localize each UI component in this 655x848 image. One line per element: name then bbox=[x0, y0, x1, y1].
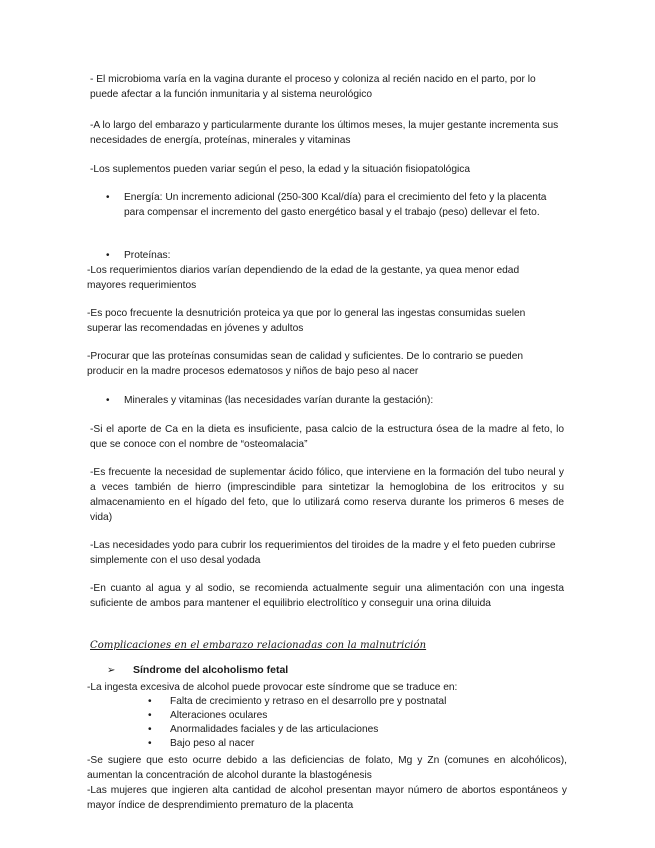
symptom-list bbox=[148, 695, 548, 751]
bullet-icon: • bbox=[148, 710, 152, 721]
subheading-text: Síndrome del alcoholismo fetal bbox=[133, 664, 289, 676]
paragraph-alcohol-intro: -La ingesta excesiva de alcohol puede provocar este síndrome que se traduce en: bbox=[87, 682, 458, 693]
paragraph-deficiencias: -Se sugiere que esto ocurre debido a las deficiencias de folato, Mg y Zn (comunes en alcohólicos), aumentan la concentración de alcohol durante la blastogénesis bbox=[87, 755, 567, 781]
paragraph-agua-sodio: -En cuanto al agua y al sodio, se recomienda actualmente seguir una alimentación con una ingesta suficiente de ambos para mantener el equilibrio electrolítico y conseguir una orina diluida bbox=[90, 583, 564, 609]
bullet-energia bbox=[106, 190, 556, 235]
list-item-text: Falta de crecimiento y retraso en el desarrollo pre y postnatal bbox=[170, 696, 447, 707]
list-item bbox=[148, 723, 548, 737]
bullet-icon: • bbox=[148, 696, 152, 707]
bullet-proteinas bbox=[106, 248, 556, 263]
section-heading: Complicaciones en el embarazo relacionadas con la malnutrición bbox=[90, 640, 427, 651]
paragraph-abortos: -Las mujeres que ingieren alta cantidad de alcohol presentan mayor número de abortos espontáneos y mayor índice de desprendimiento prematuro de la placenta bbox=[87, 785, 567, 811]
paragraph-yodo: -Las necesidades yodo para cubrir los requerimientos del tiroides de la madre y el feto pueden cubrirse simplemente con el uso desal yodada bbox=[90, 540, 556, 566]
list-item bbox=[148, 709, 548, 723]
bullet-energia-text: Energía: Un incremento adicional (250-300 Kcal/día) para el crecimiento del feto y la placenta para compensar el incremento del gasto energético basal y el trabajo (peso) dellevar el feto. bbox=[124, 192, 547, 218]
paragraph-calcio: -Si el aporte de Ca en la dieta es insuficiente, pasa calcio de la estructura ósea de la madre al feto, lo que se conoce con el nombre de “osteomalacia” bbox=[90, 424, 564, 450]
paragraph-suplementos: -Los suplementos pueden variar según el peso, la edad y la situación fisiopatológica bbox=[90, 164, 471, 175]
paragraph-desnutricion: -Es poco frecuente la desnutrición proteica ya que por lo general las ingestas consumidas suelen superar las recomendadas en jóvenes y adultos bbox=[87, 308, 526, 334]
list-item bbox=[148, 737, 548, 751]
list-item-text: Bajo peso al nacer bbox=[170, 738, 255, 749]
paragraph-microbioma: - El microbioma varía en la vagina durante el proceso y coloniza al recién nacido en el parto, por lo puede afectar a la función inmunitaria y al sistema neurológico bbox=[90, 74, 536, 100]
list-item-text: Alteraciones oculares bbox=[170, 710, 268, 721]
bullet-icon: • bbox=[148, 738, 152, 749]
paragraph-embarazo-necesidades: -A lo largo del embarazo y particularmente durante los últimos meses, la mujer gestante incrementa sus necesidades de energía, proteínas, minerales y vitaminas bbox=[90, 120, 559, 146]
bullet-icon: • bbox=[106, 192, 110, 203]
bullet-proteinas-text: Proteínas: bbox=[124, 250, 171, 261]
bullet-minerales-text: Minerales y vitaminas (las necesidades varían durante la gestación): bbox=[124, 395, 434, 406]
bullet-icon: • bbox=[148, 724, 152, 735]
bullet-minerales bbox=[106, 393, 556, 408]
list-item-text: Anormalidades faciales y de las articulaciones bbox=[170, 724, 379, 735]
paragraph-calidad-proteinas: -Procurar que las proteínas consumidas sean de calidad y suficientes. De lo contrario se pueden producir en la madre procesos edematosos y niños de bajo peso al nacer bbox=[87, 351, 524, 377]
list-item bbox=[148, 695, 548, 709]
bullet-icon: • bbox=[106, 250, 110, 261]
arrow-bullet-icon: ➢ bbox=[107, 665, 116, 676]
bullet-icon: • bbox=[106, 395, 110, 406]
paragraph-acido-folico: -Es frecuente la necesidad de suplementar ácido fólico, que interviene en la formación del tubo neural y a veces también de hierro (imprescindible para sintetizar la hemoglobina de los eritrocitos y su almacenamiento en el hígado del feto, que lo utilizará como reserva durante los primeros 6 meses de vida) bbox=[90, 467, 564, 523]
paragraph-requerimientos: -Los requerimientos diarios varían dependiendo de la edad de la gestante, ya quea menor edad mayores requerimientos bbox=[87, 265, 520, 291]
subheading-alcoholismo-fetal bbox=[107, 663, 288, 678]
